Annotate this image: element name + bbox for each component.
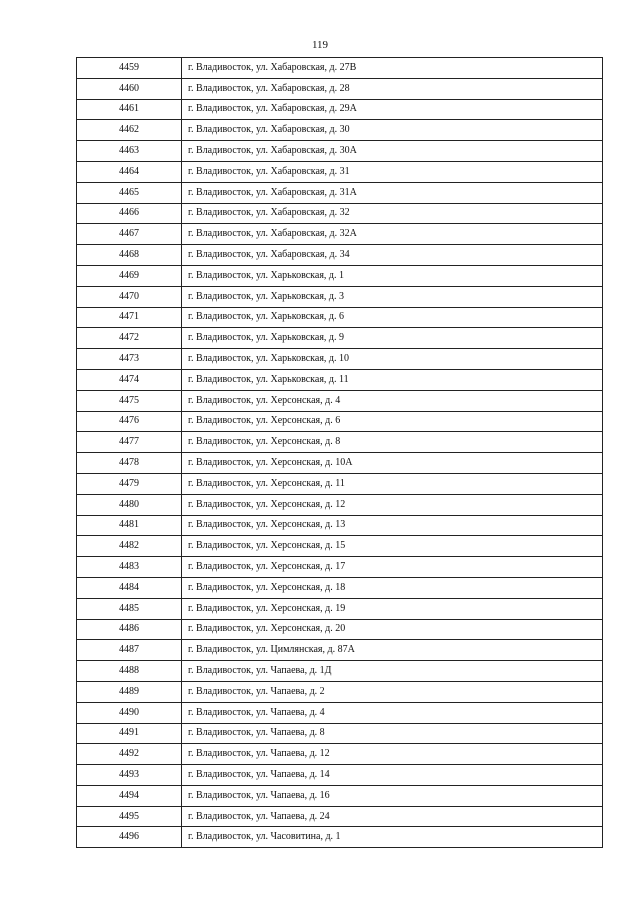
row-address: г. Владивосток, ул. Часовитина, д. 1 — [182, 827, 603, 848]
table-row — [77, 265, 603, 286]
table-row — [77, 390, 603, 411]
row-address: г. Владивосток, ул. Чапаева, д. 14 — [182, 765, 603, 786]
table-row — [77, 598, 603, 619]
table-row — [77, 515, 603, 536]
row-number: 4490 — [77, 702, 182, 723]
row-address: г. Владивосток, ул. Хабаровская, д. 31А — [182, 182, 603, 203]
table-row — [77, 245, 603, 266]
row-number: 4489 — [77, 681, 182, 702]
table-row — [77, 182, 603, 203]
table-row — [77, 681, 603, 702]
table-row — [77, 349, 603, 370]
row-address: г. Владивосток, ул. Херсонская, д. 8 — [182, 432, 603, 453]
table-row — [77, 494, 603, 515]
table-row — [77, 328, 603, 349]
row-number: 4474 — [77, 369, 182, 390]
row-number: 4496 — [77, 827, 182, 848]
table-row — [77, 161, 603, 182]
table-row — [77, 536, 603, 557]
row-address: г. Владивосток, ул. Чапаева, д. 1Д — [182, 661, 603, 682]
row-address: г. Владивосток, ул. Хабаровская, д. 32 — [182, 203, 603, 224]
row-address: г. Владивосток, ул. Харьковская, д. 1 — [182, 265, 603, 286]
table-row — [77, 640, 603, 661]
table-row — [77, 744, 603, 765]
row-number: 4495 — [77, 806, 182, 827]
row-address: г. Владивосток, ул. Херсонская, д. 4 — [182, 390, 603, 411]
table-row — [77, 224, 603, 245]
row-address: г. Владивосток, ул. Херсонская, д. 19 — [182, 598, 603, 619]
row-number: 4487 — [77, 640, 182, 661]
table-row — [77, 806, 603, 827]
row-number: 4472 — [77, 328, 182, 349]
table-row — [77, 453, 603, 474]
row-address: г. Владивосток, ул. Хабаровская, д. 29А — [182, 99, 603, 120]
row-number: 4479 — [77, 473, 182, 494]
row-number: 4466 — [77, 203, 182, 224]
row-address: г. Владивосток, ул. Хабаровская, д. 27В — [182, 58, 603, 79]
address-table-body — [77, 58, 603, 848]
row-number: 4475 — [77, 390, 182, 411]
table-row — [77, 99, 603, 120]
row-address: г. Владивосток, ул. Хабаровская, д. 34 — [182, 245, 603, 266]
row-number: 4493 — [77, 765, 182, 786]
row-address: г. Владивосток, ул. Чапаева, д. 24 — [182, 806, 603, 827]
row-address: г. Владивосток, ул. Чапаева, д. 12 — [182, 744, 603, 765]
row-address: г. Владивосток, ул. Хабаровская, д. 28 — [182, 78, 603, 99]
row-number: 4492 — [77, 744, 182, 765]
row-number: 4483 — [77, 557, 182, 578]
row-number: 4486 — [77, 619, 182, 640]
row-number: 4476 — [77, 411, 182, 432]
table-row — [77, 120, 603, 141]
row-address: г. Владивосток, ул. Херсонская, д. 15 — [182, 536, 603, 557]
row-address: г. Владивосток, ул. Чапаева, д. 4 — [182, 702, 603, 723]
table-row — [77, 723, 603, 744]
row-address: г. Владивосток, ул. Харьковская, д. 11 — [182, 369, 603, 390]
table-row — [77, 369, 603, 390]
row-number: 4465 — [77, 182, 182, 203]
row-number: 4478 — [77, 453, 182, 474]
table-row — [77, 785, 603, 806]
row-number: 4467 — [77, 224, 182, 245]
table-row — [77, 141, 603, 162]
table-row — [77, 619, 603, 640]
row-address: г. Владивосток, ул. Херсонская, д. 6 — [182, 411, 603, 432]
row-number: 4482 — [77, 536, 182, 557]
table-row — [77, 473, 603, 494]
page-number: 119 — [311, 39, 329, 51]
row-address: г. Владивосток, ул. Херсонская, д. 11 — [182, 473, 603, 494]
table-row — [77, 577, 603, 598]
row-address: г. Владивосток, ул. Харьковская, д. 9 — [182, 328, 603, 349]
table-row — [77, 432, 603, 453]
row-number: 4460 — [77, 78, 182, 99]
row-address: г. Владивосток, ул. Чапаева, д. 2 — [182, 681, 603, 702]
row-number: 4470 — [77, 286, 182, 307]
row-address: г. Владивосток, ул. Херсонская, д. 17 — [182, 557, 603, 578]
table-row — [77, 307, 603, 328]
table-row — [77, 203, 603, 224]
row-address: г. Владивосток, ул. Харьковская, д. 3 — [182, 286, 603, 307]
table-row — [77, 78, 603, 99]
row-number: 4494 — [77, 785, 182, 806]
row-number: 4485 — [77, 598, 182, 619]
row-address: г. Владивосток, ул. Хабаровская, д. 32А — [182, 224, 603, 245]
row-address: г. Владивосток, ул. Херсонская, д. 13 — [182, 515, 603, 536]
row-number: 4480 — [77, 494, 182, 515]
row-address: г. Владивосток, ул. Чапаева, д. 16 — [182, 785, 603, 806]
row-number: 4464 — [77, 161, 182, 182]
row-number: 4471 — [77, 307, 182, 328]
row-number: 4459 — [77, 58, 182, 79]
row-address: г. Владивосток, ул. Хабаровская, д. 31 — [182, 161, 603, 182]
row-address: г. Владивосток, ул. Хабаровская, д. 30 — [182, 120, 603, 141]
row-number: 4477 — [77, 432, 182, 453]
row-address: г. Владивосток, ул. Херсонская, д. 10А — [182, 453, 603, 474]
row-number: 4481 — [77, 515, 182, 536]
row-address: г. Владивосток, ул. Хабаровская, д. 30А — [182, 141, 603, 162]
table-row — [77, 702, 603, 723]
row-number: 4491 — [77, 723, 182, 744]
table-row — [77, 765, 603, 786]
row-address: г. Владивосток, ул. Херсонская, д. 12 — [182, 494, 603, 515]
row-number: 4488 — [77, 661, 182, 682]
row-number: 4461 — [77, 99, 182, 120]
row-address: г. Владивосток, ул. Чапаева, д. 8 — [182, 723, 603, 744]
row-number: 4469 — [77, 265, 182, 286]
row-address: г. Владивосток, ул. Харьковская, д. 10 — [182, 349, 603, 370]
table-row — [77, 286, 603, 307]
row-number: 4463 — [77, 141, 182, 162]
row-number: 4484 — [77, 577, 182, 598]
row-number: 4473 — [77, 349, 182, 370]
table-row — [77, 661, 603, 682]
table-row — [77, 411, 603, 432]
row-address: г. Владивосток, ул. Херсонская, д. 18 — [182, 577, 603, 598]
table-row — [77, 557, 603, 578]
row-address: г. Владивосток, ул. Цимлянская, д. 87А — [182, 640, 603, 661]
table-row — [77, 827, 603, 848]
row-address: г. Владивосток, ул. Херсонская, д. 20 — [182, 619, 603, 640]
row-address: г. Владивосток, ул. Харьковская, д. 6 — [182, 307, 603, 328]
address-table — [76, 57, 603, 848]
row-number: 4468 — [77, 245, 182, 266]
row-number: 4462 — [77, 120, 182, 141]
table-row — [77, 58, 603, 79]
